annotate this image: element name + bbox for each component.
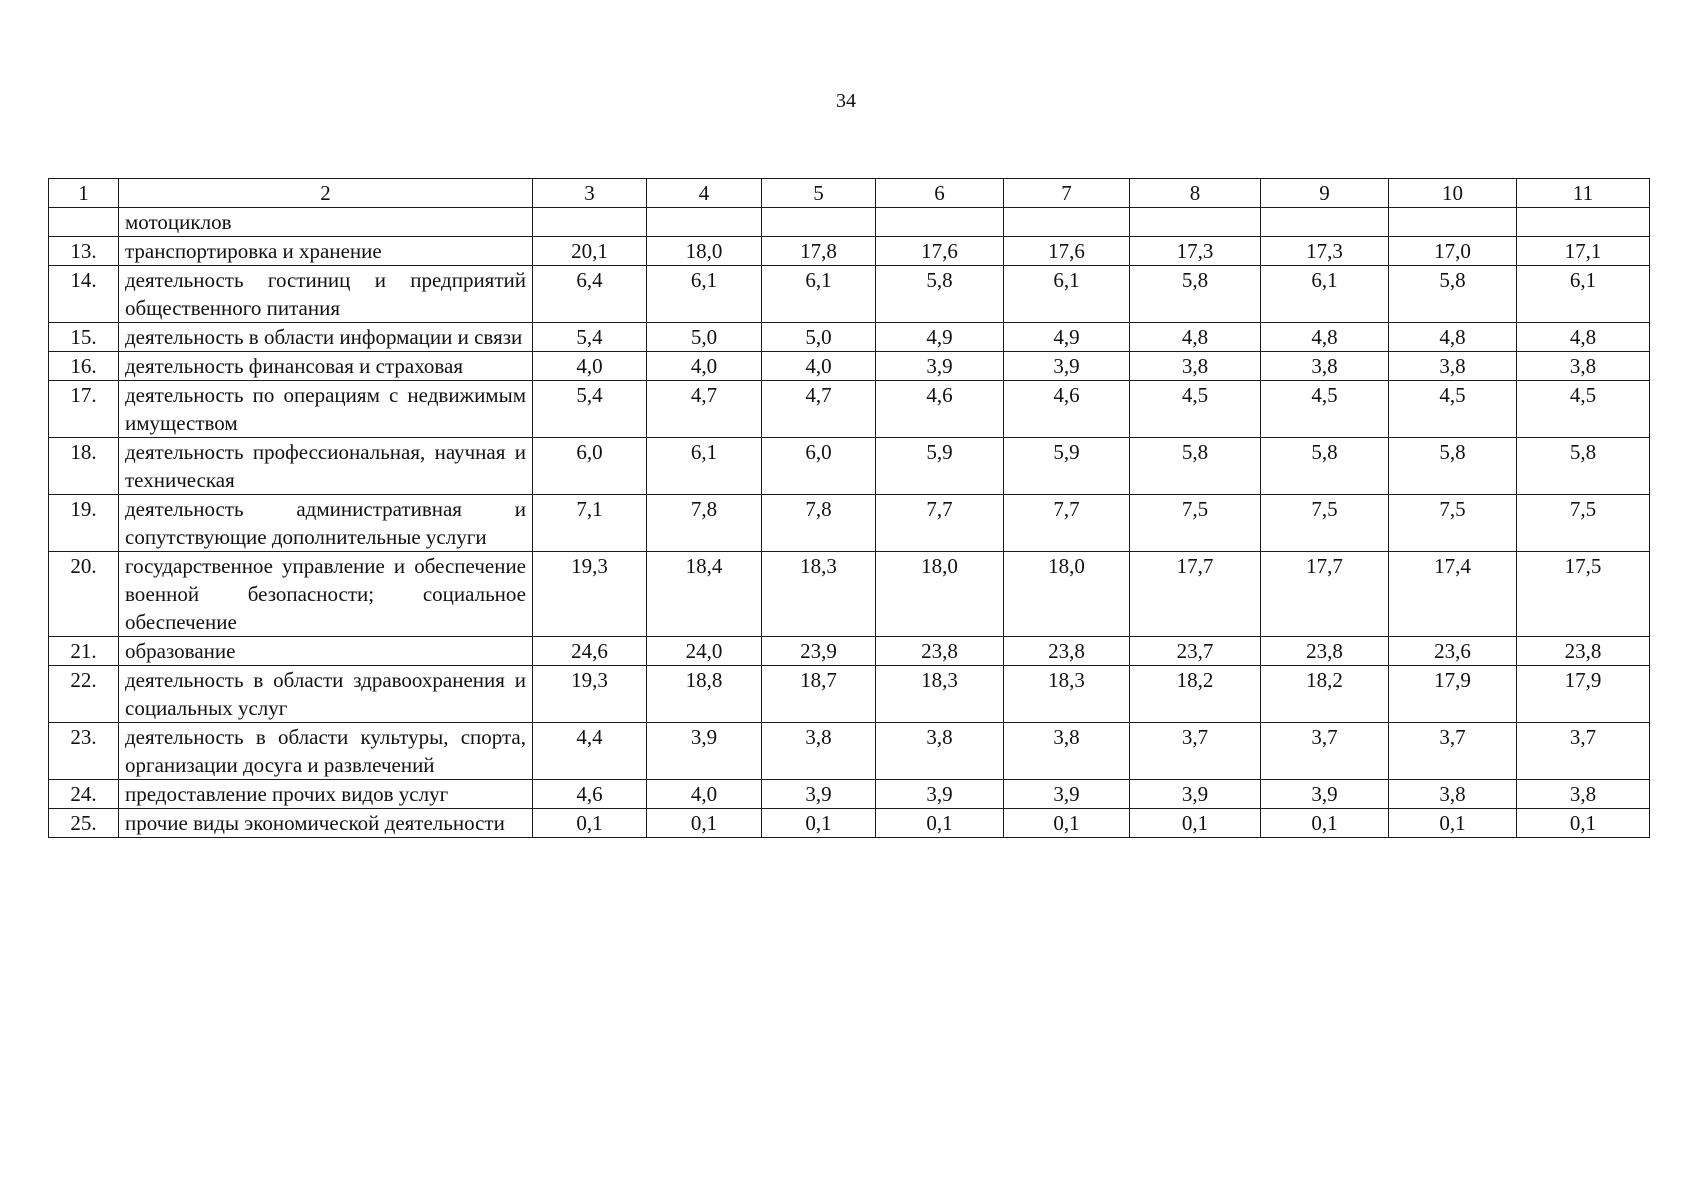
value-cell: 23,8 [1261,637,1389,666]
table-row [49,237,1650,266]
value-cell: 4,8 [1261,323,1389,352]
value-cell: 3,8 [1261,352,1389,381]
table-row [49,352,1650,381]
value-cell: 18,3 [876,666,1004,723]
value-cell: 7,8 [762,495,876,552]
value-cell [533,208,647,237]
value-cell: 7,1 [533,495,647,552]
value-cell: 23,7 [1130,637,1261,666]
value-cell: 4,0 [533,352,647,381]
value-cell: 5,0 [762,323,876,352]
value-cell: 3,8 [1389,352,1517,381]
page-number: 34 [836,90,856,112]
table-row [49,637,1650,666]
value-cell: 17,7 [1261,552,1389,637]
value-cell: 17,9 [1389,666,1517,723]
value-cell: 0,1 [1130,809,1261,838]
value-cell: 5,8 [1261,438,1389,495]
value-cell: 18,0 [647,237,762,266]
column-number-9: 9 [1261,179,1389,208]
value-cell: 3,7 [1517,723,1650,780]
value-cell: 18,2 [1130,666,1261,723]
value-cell: 4,9 [876,323,1004,352]
value-cell: 3,9 [762,780,876,809]
value-cell: 3,9 [647,723,762,780]
value-cell: 4,0 [647,780,762,809]
value-cell: 18,3 [1004,666,1130,723]
value-cell: 4,0 [647,352,762,381]
value-cell: 18,4 [647,552,762,637]
activity-name: деятельность профессиональная, научная и техническая [119,438,533,495]
activity-name: деятельность гостиниц и предприятий общественного питания [119,266,533,323]
row-number: 16. [49,352,119,381]
value-cell: 6,1 [1517,266,1650,323]
row-number: 14. [49,266,119,323]
value-cell: 5,8 [1130,266,1261,323]
table-row [49,552,1650,637]
table-body [49,179,1650,838]
value-cell: 7,5 [1517,495,1650,552]
column-number-row [49,179,1650,208]
column-number-7: 7 [1004,179,1130,208]
value-cell: 18,3 [762,552,876,637]
activity-name: деятельность в области информации и связи [119,323,533,352]
value-cell [1261,208,1389,237]
value-cell: 0,1 [1389,809,1517,838]
value-cell: 17,3 [1261,237,1389,266]
value-cell: 3,7 [1389,723,1517,780]
value-cell: 5,8 [1130,438,1261,495]
value-cell: 5,8 [876,266,1004,323]
value-cell: 6,0 [762,438,876,495]
activity-name: предоставление прочих видов услуг [119,780,533,809]
value-cell: 4,5 [1389,381,1517,438]
value-cell [876,208,1004,237]
table-row [49,381,1650,438]
value-cell: 17,3 [1130,237,1261,266]
activity-name: мотоциклов [119,208,533,237]
value-cell: 4,9 [1004,323,1130,352]
activity-name: деятельность в области здравоохранения и социальных услуг [119,666,533,723]
value-cell [762,208,876,237]
value-cell: 17,8 [762,237,876,266]
table-row [49,780,1650,809]
value-cell: 5,9 [1004,438,1130,495]
value-cell: 3,8 [876,723,1004,780]
value-cell: 4,8 [1130,323,1261,352]
table-row [49,809,1650,838]
row-number: 19. [49,495,119,552]
column-number-1: 1 [49,179,119,208]
value-cell: 3,7 [1130,723,1261,780]
value-cell: 7,5 [1261,495,1389,552]
column-number-2: 2 [119,179,533,208]
value-cell: 5,9 [876,438,1004,495]
value-cell: 24,0 [647,637,762,666]
value-cell: 23,8 [1004,637,1130,666]
value-cell [1389,208,1517,237]
column-number-4: 4 [647,179,762,208]
value-cell: 5,4 [533,381,647,438]
value-cell: 20,1 [533,237,647,266]
value-cell: 4,5 [1517,381,1650,438]
value-cell: 3,7 [1261,723,1389,780]
row-number: 18. [49,438,119,495]
activity-name: транспортировка и хранение [119,237,533,266]
row-number: 22. [49,666,119,723]
value-cell: 7,5 [1389,495,1517,552]
activity-name: государственное управление и обеспечение военной безопасности; социальное обеспечение [119,552,533,637]
value-cell: 3,9 [1261,780,1389,809]
activity-name: деятельность в области культуры, спорта, организации досуга и развлечений [119,723,533,780]
value-cell: 6,1 [647,266,762,323]
column-number-11: 11 [1517,179,1650,208]
value-cell: 17,9 [1517,666,1650,723]
value-cell: 17,1 [1517,237,1650,266]
table-row [49,723,1650,780]
value-cell: 4,5 [1261,381,1389,438]
value-cell: 17,6 [1004,237,1130,266]
value-cell [647,208,762,237]
column-number-8: 8 [1130,179,1261,208]
value-cell: 7,5 [1130,495,1261,552]
value-cell: 0,1 [876,809,1004,838]
value-cell: 5,4 [533,323,647,352]
value-cell: 0,1 [1261,809,1389,838]
value-cell: 3,9 [1004,780,1130,809]
value-cell: 4,7 [762,381,876,438]
value-cell: 3,9 [1130,780,1261,809]
value-cell: 6,0 [533,438,647,495]
value-cell: 3,9 [1004,352,1130,381]
value-cell: 4,7 [647,381,762,438]
row-number: 25. [49,809,119,838]
column-number-3: 3 [533,179,647,208]
value-cell: 0,1 [533,809,647,838]
value-cell: 23,8 [876,637,1004,666]
value-cell: 5,8 [1517,438,1650,495]
value-cell: 24,6 [533,637,647,666]
value-cell: 4,6 [533,780,647,809]
value-cell: 23,9 [762,637,876,666]
value-cell: 23,6 [1389,637,1517,666]
value-cell: 17,5 [1517,552,1650,637]
value-cell: 3,8 [1389,780,1517,809]
row-number: 20. [49,552,119,637]
value-cell: 18,8 [647,666,762,723]
row-number: 21. [49,637,119,666]
value-cell: 17,6 [876,237,1004,266]
value-cell: 5,0 [647,323,762,352]
table-row [49,266,1650,323]
row-number [49,208,119,237]
table-row [49,323,1650,352]
value-cell: 3,8 [1517,352,1650,381]
value-cell: 0,1 [1004,809,1130,838]
activity-name: образование [119,637,533,666]
value-cell: 18,0 [1004,552,1130,637]
value-cell: 0,1 [647,809,762,838]
statistics-table [48,178,1650,838]
value-cell: 23,8 [1517,637,1650,666]
value-cell [1517,208,1650,237]
value-cell: 6,1 [1261,266,1389,323]
value-cell: 0,1 [762,809,876,838]
table-row [49,495,1650,552]
row-number: 13. [49,237,119,266]
value-cell: 17,4 [1389,552,1517,637]
value-cell: 6,1 [1004,266,1130,323]
value-cell: 18,7 [762,666,876,723]
value-cell: 18,0 [876,552,1004,637]
activity-name: деятельность по операциям с недвижимым имуществом [119,381,533,438]
row-number: 15. [49,323,119,352]
value-cell: 6,1 [762,266,876,323]
row-number: 23. [49,723,119,780]
value-cell: 17,7 [1130,552,1261,637]
value-cell: 19,3 [533,666,647,723]
value-cell: 19,3 [533,552,647,637]
value-cell: 3,8 [1517,780,1650,809]
activity-name: прочие виды экономической деятельности [119,809,533,838]
value-cell: 3,8 [1004,723,1130,780]
activity-name: деятельность финансовая и страховая [119,352,533,381]
column-number-5: 5 [762,179,876,208]
column-number-6: 6 [876,179,1004,208]
value-cell: 6,1 [647,438,762,495]
value-cell: 4,5 [1130,381,1261,438]
table-row [49,438,1650,495]
row-number: 24. [49,780,119,809]
value-cell: 4,6 [1004,381,1130,438]
value-cell [1130,208,1261,237]
value-cell: 4,4 [533,723,647,780]
table-row [49,208,1650,237]
value-cell: 4,8 [1517,323,1650,352]
value-cell: 3,9 [876,352,1004,381]
value-cell: 0,1 [1517,809,1650,838]
value-cell [1004,208,1130,237]
value-cell: 7,7 [876,495,1004,552]
activity-name: деятельность административная и сопутствующие дополнительные услуги [119,495,533,552]
column-number-10: 10 [1389,179,1517,208]
value-cell: 4,0 [762,352,876,381]
value-cell: 4,6 [876,381,1004,438]
value-cell: 3,8 [762,723,876,780]
value-cell: 4,8 [1389,323,1517,352]
value-cell: 3,9 [876,780,1004,809]
table-row [49,666,1650,723]
value-cell: 18,2 [1261,666,1389,723]
row-number: 17. [49,381,119,438]
value-cell: 17,0 [1389,237,1517,266]
value-cell: 3,8 [1130,352,1261,381]
value-cell: 5,8 [1389,266,1517,323]
value-cell: 6,4 [533,266,647,323]
value-cell: 7,8 [647,495,762,552]
value-cell: 5,8 [1389,438,1517,495]
value-cell: 7,7 [1004,495,1130,552]
